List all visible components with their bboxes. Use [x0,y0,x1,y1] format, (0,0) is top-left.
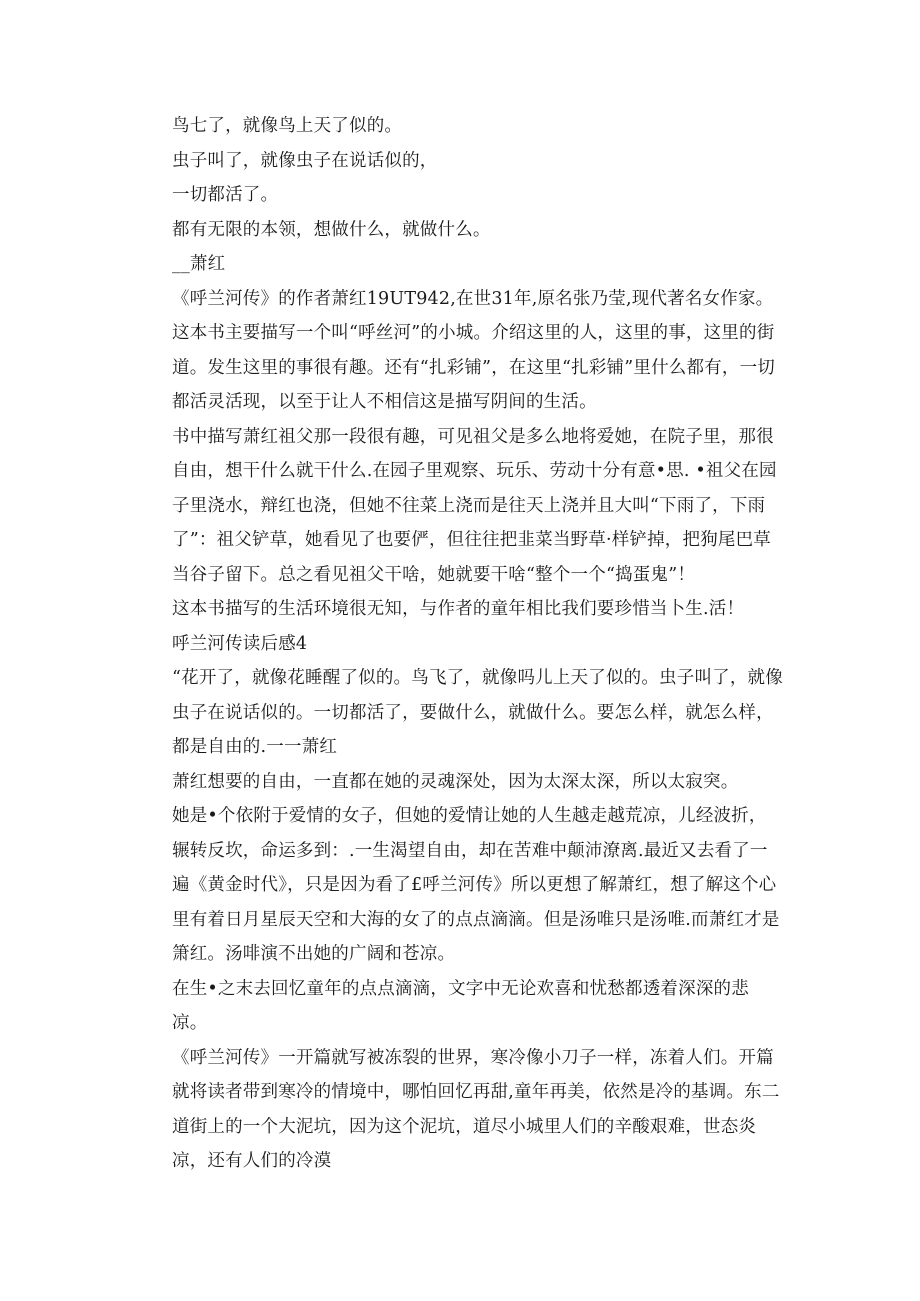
quote-attribution: __萧红 [172,254,226,274]
paragraph: 这本书描写的生活环境很无知，与作者的童年相比我们要珍惜当卜生.活！ [172,599,745,619]
verse-line: 鸟七了，就像鸟上天了似的。 [172,116,403,136]
paragraph: 《呼兰河传》一开篇就写被冻裂的世界，寒冷像小刀子一样，冻着人们。开篇就将读者带到寒冷的情境中，哪怕回忆再甜,童年再美，依然是冷的基调。东二道街上的一个大泥坑，因为这个泥坑，道尽小城里人们的辛酸艰难，世态炎凉，还有人们的冷漠 [172,1047,780,1171]
paragraph: 这本书主要描写一个叫“呼丝河”的小城。介绍这里的人，这里的事，这里的街道。发生这里的事很有趣。还有“扎彩铺”，在这里“扎彩铺”里什么都有，一切都活灵活现，以至于让人不相信这是描写阴间的生活。 [172,323,775,412]
paragraph: 她是•个依附于爱情的女子，但她的爱情让她的人生越走越荒凉，儿经波折，辗转反坎，命运多到：.一生渴望自由，却在苦难中颠沛潦离.最近又去看了一遍《黄金时代》，只是因为看了£呼兰河传》所以更想了解萧红，想了解这个心里有着日月星辰天空和大海的女了的点点滴滴。但是汤唯只是汤唯.而萧红才是箫红。汤啡演不出她的广阔和苍凉。 [172,806,780,964]
paragraph: “花开了，就像花睡醒了似的。鸟飞了，就像吗儿上天了似的。虫子叫了，就像虫子在说话似的。一切都活了，要做什么，就做什么。要怎么样，就怎么样，都是自由的.一一萧红 [172,668,783,757]
paragraph: 萧红想要的自由，一直都在她的灵魂深处，因为太深太深，所以太寂突。 [172,771,739,792]
section-heading: 呼兰河传读后感4 [172,633,308,654]
verse-line: 一切都活了。 [172,185,279,205]
document-body [172,109,784,1179]
verse-line: 虫子叫了，就像虫子在说话似的， [172,150,438,171]
paragraph: 《呼兰河传》的作者萧红19UT942,在世31年,原名张乃莹,现代著名女作家。 [172,288,774,309]
paragraph: 在生•之末去回忆童年的点点滴滴，文字中无论欢喜和忧愁都透着深深的悲凉。 [172,978,749,1033]
paragraph: 书中描写萧红祖父那一段很有趣，可见祖父是多么地将爱她，在院子里，那很自由，想干什么就干什么.在园子里观察、玩乐、劳动十分有意•思. •祖父在园子里浇水，辩红也浇，但她不往菜上浇而是往天上浇并且大叫“下雨了，下雨了”：祖父铲草，她看见了也要俨，但往往把韭菜当野草·样铲掉，把狗尾巴草当谷子留下。总之看见祖父干啥，她就要干啥“整个一个“捣蛋鬼”！ [172,426,777,585]
verse-line: 都有无限的本领，想做什么，就做什么。 [172,219,491,240]
